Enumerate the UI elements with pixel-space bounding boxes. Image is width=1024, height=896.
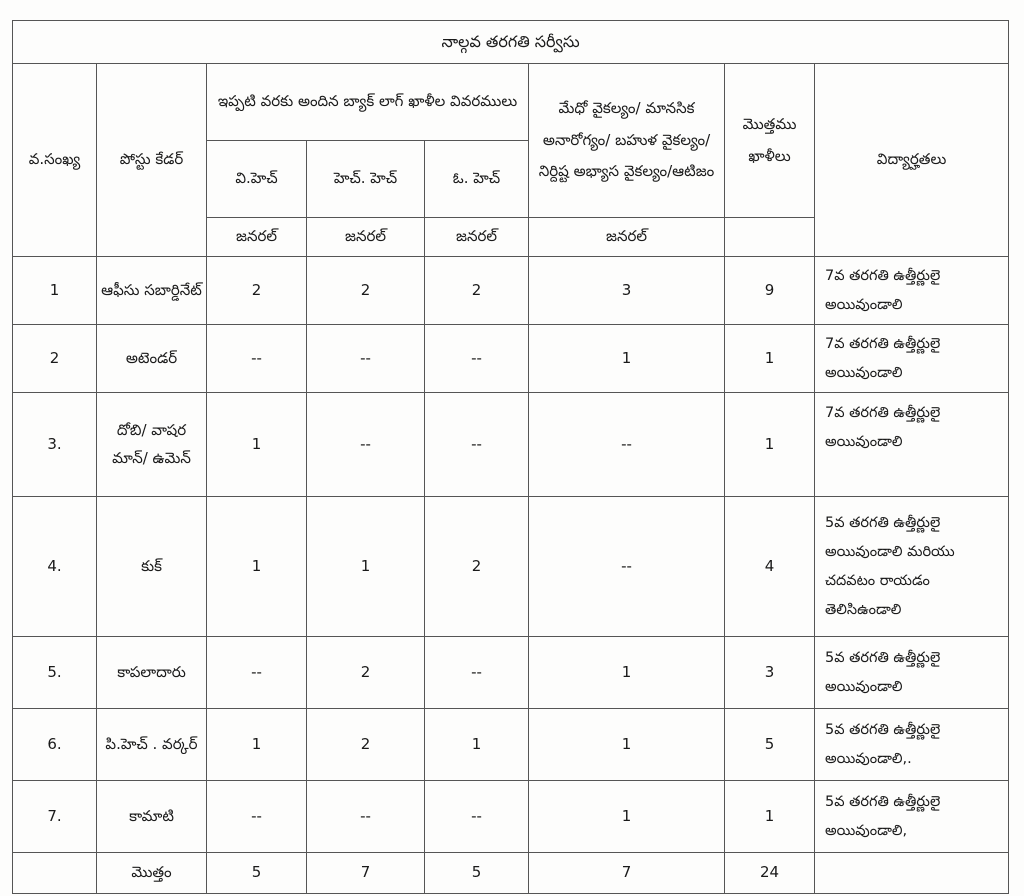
cell-hh: -- [307,325,425,393]
cell-oh: -- [425,781,529,853]
total-total: 24 [725,853,815,894]
total-label: మొత్తం [97,853,207,894]
cell-oh: 1 [425,709,529,781]
cell-serial: 5. [13,637,97,709]
header-general-vh: జనరల్ [207,218,307,257]
cell-qualification: 7వ తరగతి ఉత్తీర్ణులై అయివుండాలి [815,325,1009,393]
cell-vh: 2 [207,257,307,325]
cell-serial: 3. [13,393,97,497]
table-row [13,637,1009,709]
cell-total: 3 [725,637,815,709]
cell-mental: 3 [529,257,725,325]
cell-mental: 1 [529,325,725,393]
header-mental-disability: మేధో వైకల్యం/ మానసిక అనారోగ్యం/ బహుళ వైకల్యం/ నిర్దిష్ట అభ్యాస వైకల్యం/ఆటిజం [529,64,725,218]
cell-hh: -- [307,393,425,497]
total-blank [13,853,97,894]
cell-hh: 1 [307,497,425,637]
cell-mental: -- [529,393,725,497]
cell-total: 9 [725,257,815,325]
table-row [13,393,1009,497]
header-backlog-group: ఇప్పటి వరకు అందిన బ్యాక్ లాగ్ ఖాళీల వివరములు [207,64,529,141]
cell-post: పి.హెచ్ . వర్కర్ [97,709,207,781]
cell-hh: -- [307,781,425,853]
cell-total: 4 [725,497,815,637]
table-row [13,709,1009,781]
cell-serial: 7. [13,781,97,853]
total-oh: 5 [425,853,529,894]
table-row [13,781,1009,853]
cell-total: 1 [725,781,815,853]
cell-post: కాపలాదారు [97,637,207,709]
cell-post: కుక్ [97,497,207,637]
header-general-mental: జనరల్ [529,218,725,257]
table-row [13,497,1009,637]
cell-vh: 1 [207,709,307,781]
vacancy-table [12,20,1009,894]
cell-mental: 1 [529,637,725,709]
total-hh: 7 [307,853,425,894]
cell-serial: 6. [13,709,97,781]
header-general-hh: జనరల్ [307,218,425,257]
table-row [13,325,1009,393]
header-serial: వ.సంఖ్య [13,64,97,257]
table-title: నాల్గవ తరగతి సర్వీసు [13,21,1009,64]
cell-post: అటెండర్ [97,325,207,393]
cell-vh: 1 [207,393,307,497]
cell-vh: -- [207,637,307,709]
header-vh: వి.హెచ్ [207,141,307,218]
cell-mental: 1 [529,709,725,781]
cell-qualification: 7వ తరగతి ఉత్తీర్ణులై అయివుండాలి [815,257,1009,325]
total-vh: 5 [207,853,307,894]
header-oh: ఓ. హెచ్ [425,141,529,218]
cell-mental: 1 [529,781,725,853]
cell-post: కామాటి [97,781,207,853]
cell-oh: 2 [425,257,529,325]
total-row [13,853,1009,894]
cell-hh: 2 [307,637,425,709]
cell-serial: 2 [13,325,97,393]
cell-hh: 2 [307,709,425,781]
total-qual-blank [815,853,1009,894]
cell-vh: -- [207,781,307,853]
cell-oh: -- [425,637,529,709]
cell-qualification: 7వ తరగతి ఉత్తీర్ణులై అయివుండాలి [815,393,1009,497]
header-qualifications: విద్యార్హతలు [815,64,1009,257]
header-total-vacancies: మొత్తము ఖాళీలు [725,64,815,218]
cell-serial: 1 [13,257,97,325]
header-general-oh: జనరల్ [425,218,529,257]
header-hh: హెచ్. హెచ్ [307,141,425,218]
cell-oh: -- [425,325,529,393]
header-total-blank [725,218,815,257]
cell-qualification: 5వ తరగతి ఉత్తీర్ణులై అయివుండాలి [815,637,1009,709]
cell-hh: 2 [307,257,425,325]
table-row [13,257,1009,325]
header-post-cadre: పోస్టు కేడర్ [97,64,207,257]
cell-mental: -- [529,497,725,637]
cell-vh: -- [207,325,307,393]
cell-vh: 1 [207,497,307,637]
total-mental: 7 [529,853,725,894]
cell-oh: 2 [425,497,529,637]
cell-total: 1 [725,325,815,393]
cell-post: ఆఫీసు సబార్డినేట్ [97,257,207,325]
cell-total: 1 [725,393,815,497]
cell-oh: -- [425,393,529,497]
cell-qualification: 5వ తరగతి ఉత్తీర్ణులై అయివుండాలి,. [815,709,1009,781]
cell-total: 5 [725,709,815,781]
cell-qualification: 5వ తరగతి ఉత్తీర్ణులై అయివుండాలి, [815,781,1009,853]
cell-qualification: 5వ తరగతి ఉత్తీర్ణులై అయివుండాలి మరియు చదవటం రాయడం తెలిసిఉండాలి [815,497,1009,637]
cell-serial: 4. [13,497,97,637]
cell-post: దోబి/ వాషర మాన్/ ఉమెన్ [97,393,207,497]
